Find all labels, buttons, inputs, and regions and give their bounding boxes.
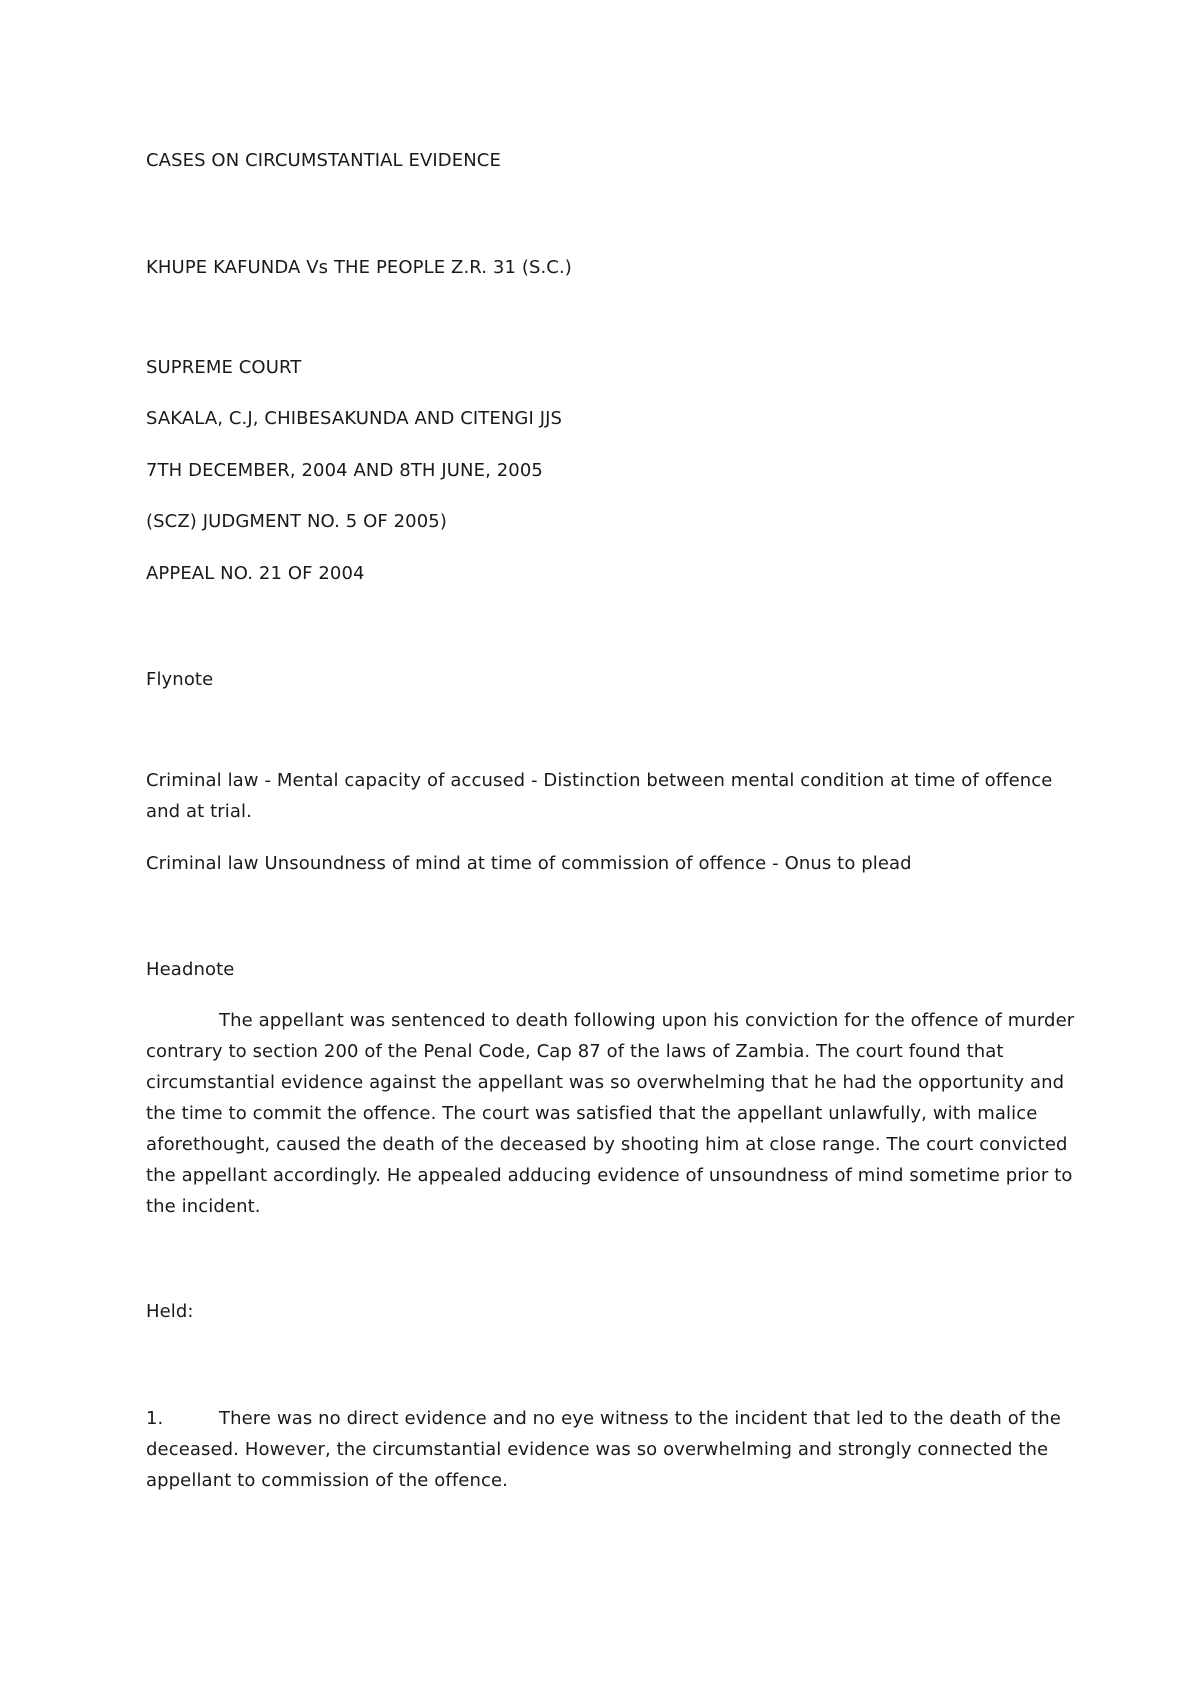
held-item-number: 1.	[146, 1408, 164, 1429]
held-heading: Held:	[146, 1301, 194, 1322]
judges-line: SAKALA, C.J, CHIBESAKUNDA AND CITENGI JJS	[146, 408, 563, 429]
held-item-1	[146, 1403, 1076, 1496]
held-item-text: There was no direct evidence and no eye witness to the incident that led to the death of the deceased. However, the circumstantial evidence was so overwhelming and strongly connected the appellant to commission of the offence.	[146, 1408, 1061, 1491]
court-name: SUPREME COURT	[146, 357, 302, 378]
dates-line: 7TH DECEMBER, 2004 AND 8TH JUNE, 2005	[146, 460, 543, 481]
flynote-item-1: Criminal law - Mental capacity of accused - Distinction between mental condition at time of offence and at trial.	[146, 770, 1053, 822]
appeal-number: APPEAL NO. 21 OF 2004	[146, 563, 365, 584]
case-name: KHUPE KAFUNDA Vs THE PEOPLE Z.R. 31 (S.C.)	[146, 257, 572, 278]
headnote-heading: Headnote	[146, 959, 235, 980]
headnote-paragraph	[146, 1005, 1076, 1222]
flynote-item-2: Criminal law Unsoundness of mind at time of commission of offence - Onus to plead	[146, 853, 912, 874]
document-title: CASES ON CIRCUMSTANTIAL EVIDENCE	[146, 150, 501, 171]
judgment-number: (SCZ) JUDGMENT NO. 5 OF 2005)	[146, 511, 447, 532]
flynote-heading: Flynote	[146, 669, 214, 690]
headnote-text: The appellant was sentenced to death following upon his conviction for the offence of murder contrary to section 200 of the Penal Code, Cap 87 of the laws of Zambia. The court found that circumstantial evidence against the appellant was so overwhelming that he had the opportunity and the time to commit the offence. The court was satisfied that the appellant unlawfully, with malice aforethought, caused the death of the deceased by shooting him at close range. The court convicted the appellant accordingly. He appealed adducing evidence of unsoundness of mind sometime prior to the incident.	[146, 1010, 1075, 1217]
